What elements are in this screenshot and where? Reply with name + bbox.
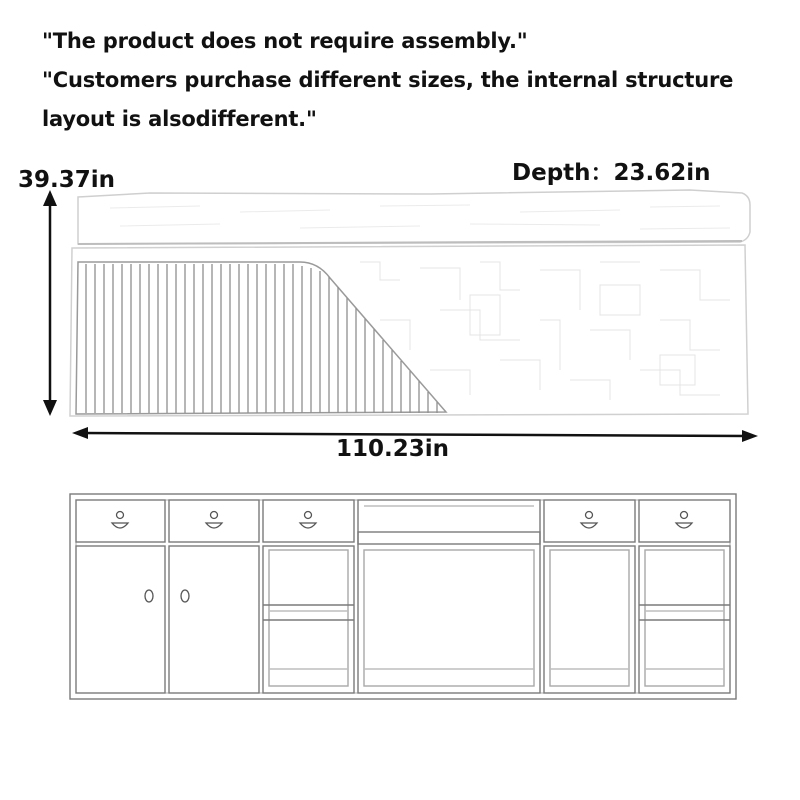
drawer-lock-icon [206, 512, 222, 529]
door-knob-icon [145, 590, 153, 602]
section-3 [263, 500, 354, 693]
height-arrow [43, 190, 57, 416]
drawer-lock-icon [112, 512, 128, 529]
counter-front-view [70, 190, 750, 416]
note-assembly: "The product does not require assembly." [42, 29, 528, 53]
section-1 [76, 500, 165, 693]
drawer-lock-icon [300, 512, 316, 529]
door-knob-icon [181, 590, 189, 602]
note-layout: layout is alsodifferent." [42, 107, 317, 131]
drawer-lock-icon [676, 512, 692, 529]
back-structure-view [70, 494, 736, 699]
section-2 [169, 500, 259, 693]
section-5 [544, 500, 635, 693]
section-6 [639, 500, 730, 693]
depth-label: Depth：23.62in [512, 160, 711, 186]
drawer-lock-icon [581, 512, 597, 529]
width-label: 110.23in [336, 436, 450, 462]
section-4 [358, 500, 540, 693]
counter-top [78, 190, 750, 244]
height-label: 39.37in [18, 167, 116, 193]
note-sizes: "Customers purchase different sizes, the internal structure [42, 68, 734, 92]
